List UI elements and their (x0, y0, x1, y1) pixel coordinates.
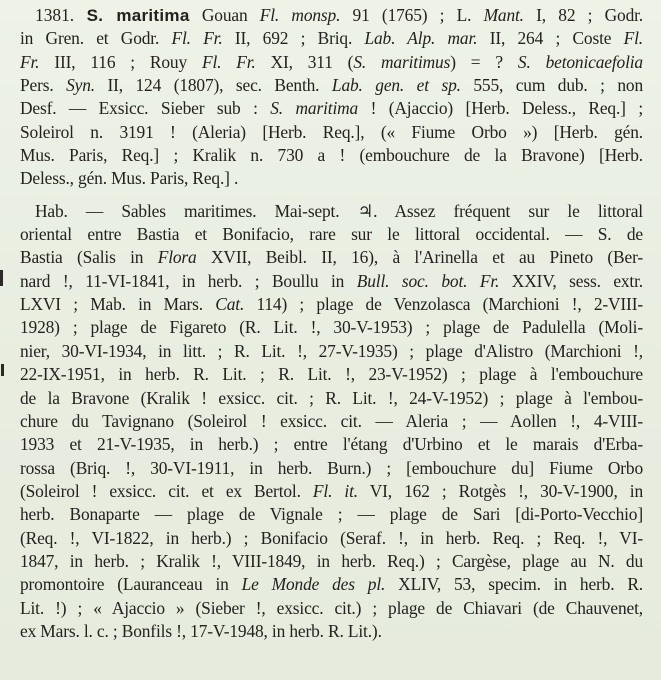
italic-citation: Lab. Alp. mar. (364, 28, 478, 49)
text-segment: I, 82 ; Godr. (523, 5, 643, 25)
text-segment: 91 (1765) ; L. (340, 5, 484, 25)
text-line (20, 597, 643, 620)
text-segment: ! (Ajaccio) [Herb. Deless., Req.] ; (358, 98, 643, 119)
text-segment: II, 692 ; Briq. (222, 28, 365, 49)
text-segment: promontoire (Lauranceau in (20, 574, 242, 595)
text-line (20, 293, 643, 316)
italic-citation: Bull. soc. bot. Fr. (356, 270, 500, 291)
italic-citation: Fl. monsp. (259, 5, 341, 25)
text-segment: II, 124 (1807), sec. Benth. (94, 75, 332, 96)
text-segment: VI, 162 ; Rotgès !, 30-V-1900, in (357, 480, 643, 501)
italic-citation: Syn. (66, 75, 95, 96)
text-line (20, 270, 643, 293)
text-segment: 1933 et 21-V-1935, in herb.) ; entre l'étang d'Urbino et le marais d'Erba- (20, 434, 643, 455)
text-line (20, 97, 643, 120)
italic-citation: Mant. (483, 5, 524, 25)
text-segment: oriental entre Bastia et Bonifacio, rare sur le littoral occidental. — S. de (20, 224, 643, 245)
italic-citation: Lab. gen. et sp. (331, 75, 461, 96)
text-segment: Desf. — Exsicc. Sieber sub : (20, 98, 271, 119)
text-segment: de la Bravone (Kralik ! exsicc. cit. ; R. Lit. !, 24-V-1952) ; plage à l'embou- (20, 387, 643, 408)
margin-mark (1, 364, 4, 376)
text-line (20, 340, 643, 363)
text-segment: Deless., gén. Mus. Paris, Req.] . (20, 168, 239, 189)
synonymy-paragraph (20, 4, 643, 191)
text-line (20, 387, 643, 410)
italic-citation: S. maritima (270, 98, 359, 119)
text-line (20, 4, 643, 27)
text-segment: XI, 311 ( (255, 51, 354, 72)
text-line (20, 433, 643, 456)
italic-citation: Le Monde des pl. (241, 574, 386, 595)
italic-citation: Fl. it. (312, 480, 358, 501)
text-segment: nier, 30-VI-1934, in litt. ; R. Lit. !, 27-V-1935) ; plage d'Alistro (Marchioni !, (20, 340, 643, 361)
text-line (20, 480, 643, 503)
text-line (20, 121, 643, 144)
text-segment: Bastia (Salis in (20, 247, 158, 268)
text-segment: Hab. — Sables maritimes. Mai-sept. ♃. Assez fréquent sur le littoral (35, 200, 643, 221)
text-line (20, 144, 643, 167)
italic-citation: Fl. Fr. (171, 28, 223, 49)
habitat-paragraph (20, 200, 643, 644)
margin-mark (0, 270, 3, 286)
text-line (20, 527, 643, 550)
text-line (20, 246, 643, 269)
text-segment: (Req. !, VI-1822, in herb.) ; Bonifacio (Seraf. !, in herb. Req. ; Req. !, VI- (20, 527, 643, 548)
species-name: S. maritima (86, 6, 190, 25)
text-segment: in Gren. et Godr. (20, 28, 172, 49)
text-segment: Mus. Paris, Req.] ; Kralik n. 730 a ! (embouchure de la Bravone) [Herb. (20, 145, 643, 166)
text-segment: nard !, 11-VI-1841, in herb. ; Boullu in (20, 270, 357, 291)
text-line (20, 223, 643, 246)
text-segment: XXIV, sess. extr. (499, 270, 643, 291)
italic-citation: S. betonicaefolia (517, 51, 643, 72)
text-segment: XVII, Beibl. II, 16), à l'Arinella et au Pineto (Ber- (196, 247, 644, 268)
italic-citation: Fr. (20, 51, 40, 72)
text-segment: 555, cum dub. ; non (460, 75, 644, 96)
text-segment: rossa (Briq. !, 30-VI-1911, in herb. Burn.) ; [embouchure du] Fiume Orbo (20, 457, 643, 478)
text-segment: Soleirol n. 3191 ! (Aleria) [Herb. Req.], (« Fiume Orbo ») [Herb. gén. (20, 121, 643, 142)
text-line (20, 620, 643, 643)
text-segment: LXVI ; Mab. in Mars. (20, 294, 216, 315)
italic-citation: Fl. Fr. (201, 51, 256, 72)
italic-citation: Flora (157, 247, 197, 268)
text-segment: ex Mars. l. c. ; Bonfils !, 17-V-1948, in herb. R. Lit.). (20, 620, 382, 641)
text-line (20, 457, 643, 480)
text-line (20, 503, 643, 526)
text-line (20, 573, 643, 596)
text-segment: Pers. (20, 75, 67, 96)
text-segment: Gouan (201, 5, 260, 25)
text-segment: 114) ; plage de Venzolasca (Marchioni !, 2-VIII- (244, 294, 643, 315)
text-segment: 1928) ; plage de Figareto (R. Lit. !, 30-V-1953) ; plage de Padulella (Moli- (20, 317, 643, 338)
text-line (20, 363, 643, 386)
text-line (20, 27, 643, 50)
text-segment: 22-IX-1951, in herb. R. Lit. ; R. Lit. !, 23-V-1952) ; plage à l'embouchure (20, 364, 643, 385)
italic-citation: Fl. (623, 28, 643, 49)
text-segment: herb. Bonaparte — plage de Vignale ; — plage de Sari [di-Porto-Vecchio] (20, 504, 643, 525)
text-line (20, 550, 643, 573)
text-segment: III, 116 ; Rouy (39, 51, 202, 72)
text-segment: 1847, in herb. ; Kralik !, VIII-1849, in herb. Req.) ; Cargèse, plage au N. du (20, 550, 643, 571)
text-segment: chure du Tavignano (Soleirol ! exsicc. cit. — Aleria ; — Aollen !, 4-VIII- (20, 410, 643, 431)
text-line (20, 167, 643, 190)
text-line (20, 200, 643, 223)
italic-citation: S. maritimus (353, 51, 451, 72)
text-segment: II, 264 ; Coste (477, 28, 624, 49)
text-segment: ) = ? (450, 51, 518, 72)
text-segment: (Soleirol ! exsicc. cit. et ex Bertol. (20, 480, 313, 501)
entry-number: 1381. (35, 5, 87, 25)
text-line (20, 410, 643, 433)
text-segment: XLIV, 53, specim. in herb. R. (385, 574, 643, 595)
text-line (20, 74, 643, 97)
text-segment: Lit. !) ; « Ajaccio » (Sieber !, exsicc. cit.) ; plage de Chiavari (de Chauvenet, (20, 597, 643, 618)
text-line (20, 51, 643, 74)
italic-citation: Cat. (215, 294, 245, 315)
text-line (20, 316, 643, 339)
